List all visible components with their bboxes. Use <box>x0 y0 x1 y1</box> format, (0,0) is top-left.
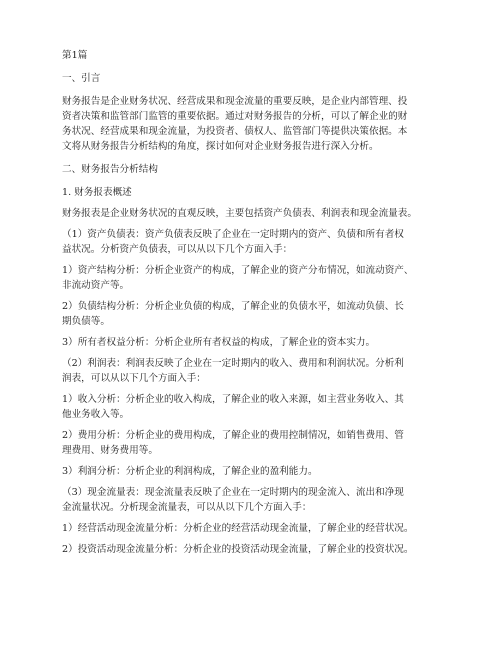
operating-cash-flow-item: 1）经营活动现金流量分析：分析企业的经营活动现金流量，了解企业的经营状况。 <box>62 523 414 534</box>
text-line: 2）费用分析：分析企业的费用构成，了解企业的费用控制情况，如销售费用、管 <box>62 430 404 441</box>
text-line: 1）收入分析：分析企业的收入构成，了解企业的收入来源，如主营业务收入、其 <box>62 394 404 405</box>
text-line: 他业务收入等。 <box>62 409 130 420</box>
text-line: 务状况、经营成果和现金流量，为投资者、债权人、监管部门等提供决策依据。本 <box>62 126 408 137</box>
equity-analysis-item: 3）所有者权益分析：分析企业所有者权益的构成，了解企业的资本实力。 <box>62 337 376 348</box>
text-line: （1）资产负债表：资产负债表反映了企业在一定时期内的资产、负债和所有者权 <box>62 229 404 240</box>
text-line: 润表，可以从以下几个方面入手： <box>62 373 206 384</box>
profit-analysis-item: 3）利润分析：分析企业的利润构成，了解企业的盈利能力。 <box>62 466 318 477</box>
balance-sheet-paragraph <box>62 227 448 257</box>
cash-flow-paragraph <box>62 485 448 515</box>
section-label: 第1篇 <box>62 50 88 61</box>
text-line: 1）资产结构分析：分析企业资产的构成，了解企业的资产分布情况，如流动资产、 <box>62 265 414 276</box>
investing-cash-flow-item: 2）投资活动现金流量分析：分析企业的投资活动现金流量，了解企业的投资状况。 <box>62 544 414 555</box>
text-line: 期负债等。 <box>62 316 110 327</box>
document-page <box>62 48 448 557</box>
text-line: 资者决策和监管部门监管的重要依据。通过对财务报告的分析，可以了解企业的财 <box>62 111 408 122</box>
text-line: （2）利润表：利润表反映了企业在一定时期内的收入、费用和利润状况。分析利 <box>62 358 404 369</box>
expense-analysis-item <box>62 428 448 458</box>
income-statement-paragraph <box>62 356 448 386</box>
overview-paragraph: 财务报表是企业财务状况的直观反映，主要包括资产负债表、利润表和现金流量表。 <box>62 208 417 219</box>
heading-analysis-structure: 二、财务报告分析结构 <box>62 164 158 175</box>
asset-structure-item <box>62 263 448 293</box>
text-line: 理费用、财务费用等。 <box>62 445 158 456</box>
text-line: 文将从财务报告分析结构的角度，探讨如何对企业财务报告进行深入分析。 <box>62 141 379 152</box>
text-line: （3）现金流量表：现金流量表反映了企业在一定时期内的现金流入、流出和净现 <box>62 487 404 498</box>
subheading-statements-overview: 1. 财务报表概述 <box>62 187 132 198</box>
text-line: 非流动资产等。 <box>62 280 130 291</box>
text-line: 财务报告是企业财务状况、经营成果和现金流量的重要反映，是企业内部管理、投 <box>62 96 408 107</box>
heading-introduction: 一、引言 <box>62 73 101 84</box>
text-line: 益状况。分析资产负债表，可以从以下几个方面入手： <box>62 244 293 255</box>
text-line: 2）负债结构分析：分析企业负债的构成，了解企业的负债水平，如流动负债、长 <box>62 301 404 312</box>
revenue-analysis-item <box>62 392 448 422</box>
text-line: 金流量状况。分析现金流量表，可以从以下几个方面入手： <box>62 502 312 513</box>
liability-structure-item <box>62 299 448 329</box>
intro-paragraph <box>62 94 448 154</box>
